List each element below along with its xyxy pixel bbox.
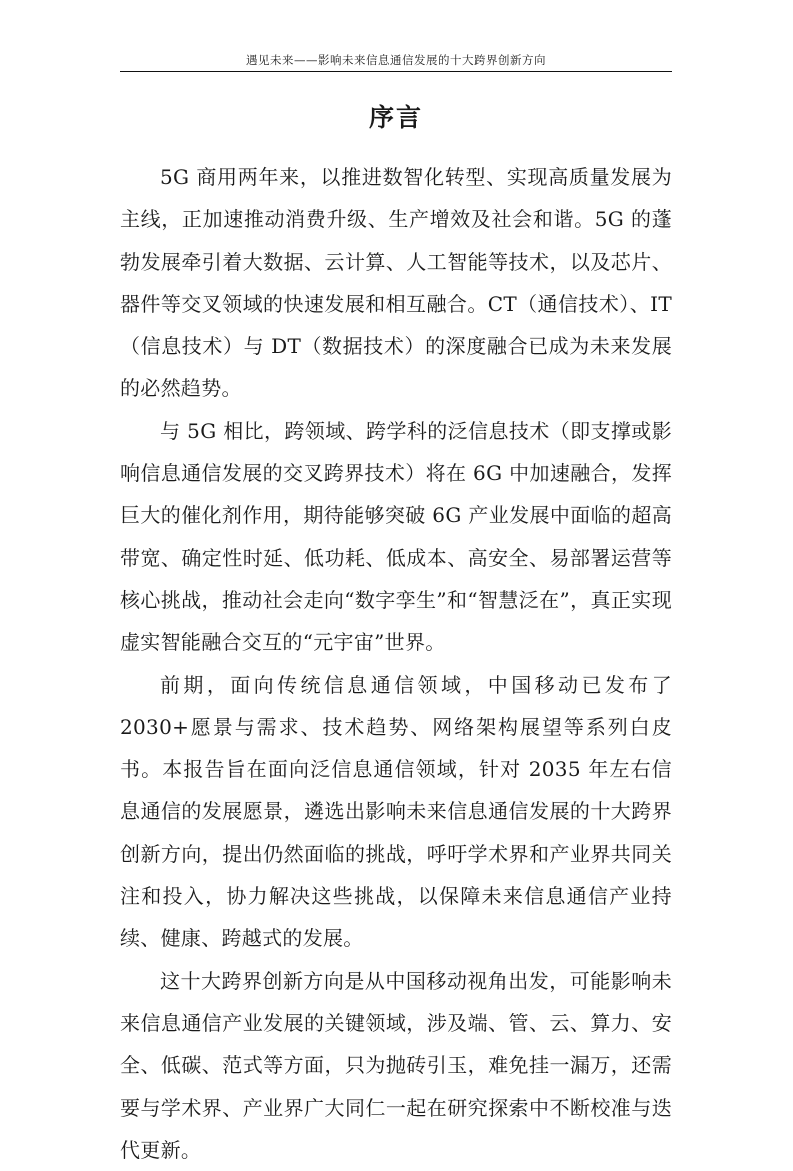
paragraph-3: 前期，面向传统信息通信领域，中国移动已发布了 2030+愿景与需求、技术趋势、网络架构展望等系列白皮书。本报告旨在面向泛信息通信领域，针对 2035 年左右信息通信的发展愿景，遴选出影响未来信息通信发展的十大跨界创新方向，提出仍然面临的挑战，呼吁学术界和产业界共同关注和投入，协力解决这些挑战，以保障未来信息通信产业持续、健康、跨越式的发展。 bbox=[120, 672, 672, 951]
header-divider bbox=[120, 71, 672, 72]
running-header: 遇见未来——影响未来信息通信发展的十大跨界创新方向 bbox=[246, 53, 546, 67]
body-text bbox=[120, 156, 672, 1171]
paragraph-1: 5G 商用两年来，以推进数智化转型、实现高质量发展为主线，正加速推动消费升级、生产增效及社会和谐。5G 的蓬勃发展牵引着大数据、云计算、人工智能等技术，以及芯片、器件等交叉领域的快速发展和相互融合。CT（通信技术）、IT（信息技术）与 DT（数据技术）的深度融合已成为未来发展的必然趋势。 bbox=[120, 165, 672, 401]
page-title: 序言 bbox=[368, 103, 423, 132]
paragraph-2: 与 5G 相比，跨领域、跨学科的泛信息技术（即支撑或影响信息通信发展的交叉跨界技术）将在 6G 中加速融合，发挥巨大的催化剂作用，期待能够突破 6G 产业发展中面临的超高带宽、确定性时延、低功耗、低成本、高安全、易部署运营等核心挑战，推动社会走向“数字孪生”和“智慧泛在”，真正实现虚实智能融合交互的“元宇宙”世界。 bbox=[120, 418, 672, 655]
paragraph-4: 这十大跨界创新方向是从中国移动视角出发，可能影响未来信息通信产业发展的关键领域，涉及端、管、云、算力、安全、低碳、范式等方面，只为抛砖引玉，难免挂一漏万，还需要与学术界、产业界广大同仁一起在研究探索中不断校准与迭代更新。 bbox=[120, 968, 672, 1162]
